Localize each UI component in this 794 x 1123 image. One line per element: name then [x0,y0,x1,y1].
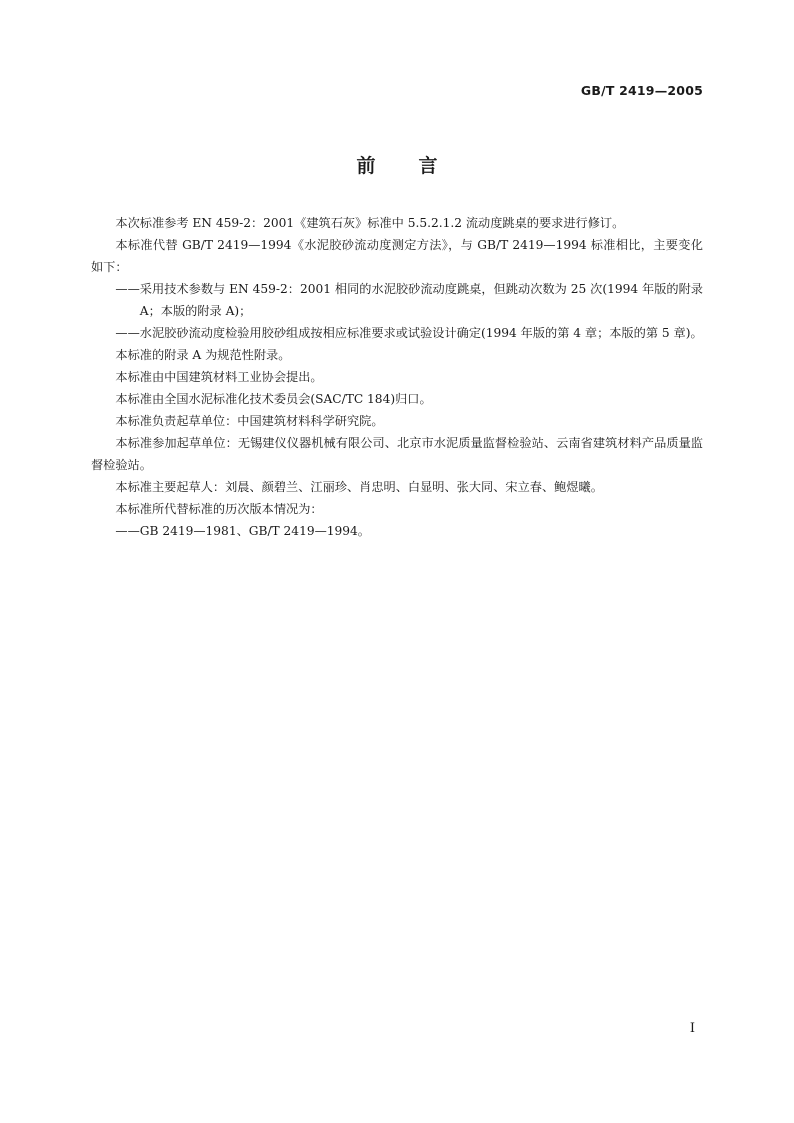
dash-mark: —— [115,282,140,296]
paragraph-reference: 本次标准参考 EN 459-2：2001《建筑石灰》标准中 5.5.2.1.2 流动度跳桌的要求进行修订。 [115,216,625,230]
change-item [115,322,703,344]
history-item-text: GB 2419—1981、GB/T 2419—1994。 [139,524,370,538]
paragraph-annex: 本标准的附录 A 为规范性附录。 [115,348,291,362]
paragraph-proposer: 本标准由中国建筑材料工业协会提出。 [115,370,323,384]
document-body [91,212,703,542]
change-item [115,278,703,322]
change-item-text: 采用技术参数与 EN 459-2：2001 相同的水泥胶砂流动度跳桌，但跳动次数为 25 次(1994 年版的附录 A；本版的附录 A)； [139,282,703,318]
dash-mark: —— [115,326,140,340]
paragraph-history: 本标准所代替标准的历次版本情况为： [115,502,323,516]
paragraph-participating-drafters: 本标准参加起草单位：无锡建仪仪器机械有限公司、北京市水泥质量监督检验站、云南省建筑材料产品质量监督检验站。 [91,436,703,472]
page-title: 前言 [356,155,481,177]
standard-code: GB/T 2419—2005 [580,83,703,98]
paragraph-drafters: 本标准主要起草人：刘晨、颜碧兰、江丽珍、肖忠明、白显明、张大同、宋立春、鲍煜曦。 [115,480,603,494]
change-item-text: 水泥胶砂流动度检验用胶砂组成按相应标准要求或试验设计确定(1994 年版的第 4 章；本版的第 5 章)。 [139,326,703,340]
page-number: I [689,1021,695,1036]
paragraph-lead-drafter: 本标准负责起草单位：中国建筑材料科学研究院。 [115,414,384,428]
history-item [115,520,703,542]
dash-mark: —— [115,524,140,538]
paragraph-committee: 本标准由全国水泥标准化技术委员会(SAC/TC 184)归口。 [115,392,432,406]
paragraph-replaces: 本标准代替 GB/T 2419—1994《水泥胶砂流动度测定方法》，与 GB/T 2419—1994 标准相比，主要变化如下： [91,238,703,274]
